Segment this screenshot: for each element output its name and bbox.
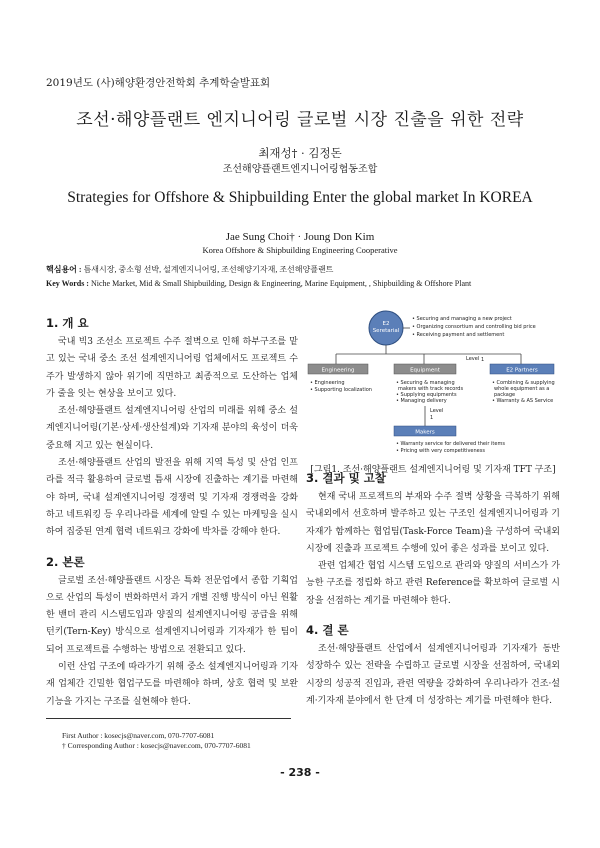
- keywords-korean: [46, 264, 566, 275]
- secretariat-item: • Receiving payment and settlement: [412, 332, 505, 338]
- authors-english: Jae Sung Choi† · Joung Don Kim: [225, 231, 375, 243]
- title-korean: 조선·해양플랜트 엔지니어링 글로벌 시장 진출을 위한 전략: [76, 110, 524, 130]
- section-heading-conclusion: 4. 결 론: [306, 623, 349, 638]
- secretariat-label: [383, 321, 390, 327]
- organization-korean: 조선해양플랜트엔지니어링협동조합: [222, 164, 378, 175]
- keywords-english-label: Key Words :: [46, 279, 89, 288]
- secretariat-label-second-line: Seretarial: [372, 328, 400, 334]
- tft-structure-diagram: [306, 308, 560, 458]
- equipment-item: • Managing delivery: [396, 398, 447, 404]
- equipment-item: makers with track records: [398, 386, 464, 392]
- conference-header: 2019년도 (사)해양환경안전학회 추계학술발표회: [46, 77, 271, 89]
- engineering-item: • Supporting localization: [310, 387, 372, 393]
- makers-box-label: Makers: [415, 429, 435, 436]
- keywords-english-text: Niche Market, Mid & Small Shipbuilding, Design & Engineering, Marine Equipment, , Shipbuilding & Offshore Plant: [90, 279, 472, 288]
- left-column: [46, 315, 298, 711]
- partners-item: whole equipment as a: [494, 386, 550, 392]
- authors-korean: 최재성† · 김정돈: [258, 146, 342, 160]
- intro-paragraph-3: 조선·해양플랜트 산업의 발전을 위해 지역 특성 및 산업 인프라를 적극 활용하여 글로벌 틈새 시장에 진출하는 계기를 마련해야 하며, 국내 설계엔지니어링 경쟁력 및 기자재 경쟁력을 강화 하고 네트워킹 등 우리나라를 세계에 알릴 수 있는 마케팅을 실시하여 집중된 연계 협력 네트워크 강화에 박차를 강해야 한다.: [46, 458, 298, 538]
- secretariat-item: • Securing and managing a new project: [412, 316, 512, 322]
- keywords-english: [46, 279, 566, 288]
- figure-caption: [그림1. 조선·해양플랜트 설계엔지니어링 및 기자재 TFT 구조]: [310, 465, 556, 475]
- footnote-first-author: First Author : kosecjs@naver.com, 070-7707-6081: [62, 731, 215, 740]
- secretariat-label-text: E2: [382, 321, 390, 327]
- equipment-box-label: Equipment: [410, 367, 440, 374]
- title-english: Strategies for Offshore & Shipbuilding Enter the global market In KOREA: [67, 189, 533, 206]
- body-paragraph-2: 이런 산업 구조에 따라가기 위해 중소 설계엔지니어링과 기자재 업체간 긴밀한 협업구도를 마련해야 하며, 상호 협력 및 보완 기능을 가지는 구조를 실현해야 한다.: [46, 662, 298, 707]
- level-label-1: Level: [466, 356, 480, 362]
- engineering-item: • Engineering: [310, 380, 345, 386]
- body-paragraph-1: 글로벌 조선·해양플랜트 시장은 특화 전문업에서 종합 기획업으로 산업의 특성이 변화하면서 과거 개별 진행 방식이 아닌 원활한 밴더 관리 시스템도입과 양질의 설계엔지니어링 공급을 위해 턴키(Tern-Key) 방식으로 설계엔지니어링과 기자재가 한 팀이 되어 프로젝트를 수행하는 방법으로 전환되고 있다.: [46, 575, 298, 655]
- makers-item: • Warranty service for delivered their items: [396, 441, 505, 447]
- level-label-2: Level: [430, 408, 444, 414]
- equipment-item: • Supplying equipments: [396, 392, 457, 398]
- section-heading-intro: 1. 개 요: [46, 316, 89, 330]
- intro-paragraph-2: 조선·해양플랜트 설계엔지니어링 산업의 미래를 위해 중소 설계엔지니어링(기본·상세·생산설계)와 기자재 분야의 육성이 더욱 중요해 지고 있는 현실이다.: [46, 406, 298, 451]
- secretariat-item: • Organizing consortium and controlling bid price: [412, 324, 536, 330]
- level-two-icon: 1: [430, 415, 434, 421]
- conclusion-paragraph-1: 조선·해양플랜트 산업에서 설계엔지니어링과 기자재가 동반 성장하수 있는 전략을 수립하고 글로벌 시장을 선점하여, 국내외 시장의 성공적 진입과, 관련 역량을 강화하여 우리나라가 건조·설계·기자재 분야에서 한 단계 더 성장하는 계기를 마련해야 한다.: [306, 644, 560, 706]
- makers-item: • Pricing with very competitiveness: [396, 448, 485, 454]
- results-paragraph-2: 관련 업체간 협업 시스템 도입으로 관리와 양질의 서비스가 가능한 구조를 정립화 하고 관련 Reference를 확보하여 글로벌 시장을 선점하는 계기를 마련해야 한다.: [306, 561, 560, 606]
- partners-box-label: E2 Partners: [506, 367, 538, 374]
- equipment-item: • Securing & managing: [396, 380, 455, 386]
- intro-paragraph-1: 국내 빅3 조선소 프로젝트 수주 절벽으로 인해 하부구조를 맡고 있는 국내 중소 조선 설계엔지니어링 업체에서도 프로젝트 수주가 발생하지 않아 위기에 직면하고 최종적으로 도산하는 업체가 줄을 잇는 현상을 보이고 있다.: [46, 337, 298, 399]
- partners-item: • Warranty & AS Service: [492, 398, 554, 404]
- organization-english: Korea Offshore & Shipbuilding Engineering Cooperative: [202, 245, 398, 255]
- page-number: - 238 -: [280, 766, 320, 779]
- partners-item: package: [494, 392, 516, 398]
- right-column: [306, 470, 560, 710]
- keywords-korean-text: 틈새시장, 중소형 선박, 설계엔지니어링, 조선해양기자재, 조선해양플랜트: [83, 265, 334, 274]
- section-heading-results: 3. 결과 및 고찰: [306, 471, 386, 485]
- partners-item: • Combining & supplying: [492, 380, 555, 386]
- footnote-divider: [46, 718, 291, 719]
- footnote-corresponding-author: † Corresponding Author : kosecjs@naver.com, 070-7707-6081: [62, 741, 251, 750]
- engineering-box-label: Engineering: [321, 367, 355, 374]
- results-paragraph-1: 현재 국내 프로젝트의 부재와 수주 절벽 상황을 극복하기 위해 국내외에서 선호하며 발주하고 있는 구조인 설계엔지니어링과 기자재가 함께하는 협업팀(Task-Force Team)을 구성하여 국내외 시장에 진출과 프로젝트 수행에 있어 좋은 성과를 보이고 있다.: [306, 492, 560, 554]
- section-heading-body: 2. 본론: [46, 554, 85, 569]
- level-one-icon: 1: [481, 357, 485, 363]
- keywords-korean-label: 핵심용어 :: [46, 265, 82, 274]
